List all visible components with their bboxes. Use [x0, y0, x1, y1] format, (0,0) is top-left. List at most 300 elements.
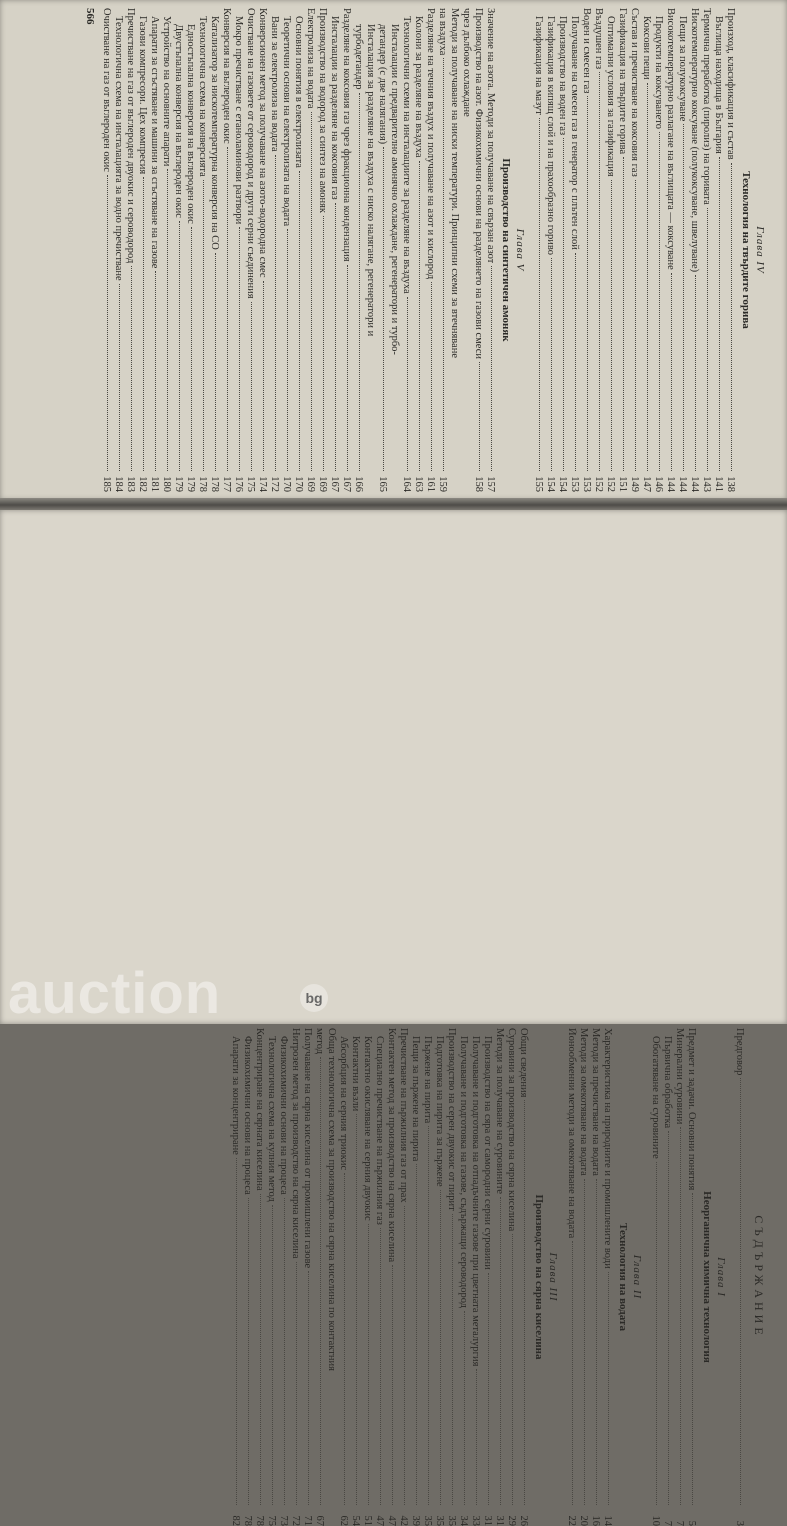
entry-label: Газификация на твърдите горива	[617, 8, 628, 155]
leader-dots	[167, 169, 168, 471]
toc-entry	[112, 8, 124, 492]
leader-dots	[488, 1273, 489, 1505]
leader-dots	[512, 1234, 513, 1505]
entry-label: Предговор	[734, 1028, 745, 1076]
entry-label: Методи за получаване на ниски температури. Принципни схеми за втечняване	[449, 8, 460, 359]
entry-page: 51	[362, 1515, 373, 1526]
entry-label: Апарати за сгъстяване и машини за сгъстяване на газове	[149, 16, 160, 269]
entry-page: 54	[350, 1515, 361, 1526]
toc-entry	[592, 8, 604, 492]
entry-page: 158	[473, 476, 484, 492]
leader-dots	[383, 147, 384, 471]
toc-entry	[556, 8, 568, 492]
entry-page: 178	[197, 476, 208, 492]
chapter-label: Глава III	[547, 1252, 559, 1302]
leader-dots	[656, 1162, 657, 1505]
leader-dots	[299, 171, 300, 471]
entry-label: Инсталация за разделяне на въздуха с ниско налягане, регенератори и	[365, 24, 376, 337]
leader-dots	[311, 112, 312, 472]
leader-dots	[479, 362, 480, 471]
toc-entry	[184, 8, 196, 492]
leader-dots	[731, 163, 732, 471]
toc-entry	[325, 1028, 337, 1526]
leader-dots	[284, 1198, 285, 1505]
toc-entry	[364, 8, 376, 492]
entry-label: Производство на водород за синтез на амоняк	[317, 8, 328, 214]
toc-entry	[589, 1028, 601, 1526]
entry-label: Йонообменни методи за омекотяване на водата	[566, 1028, 577, 1239]
leader-dots	[611, 180, 612, 471]
toc-list	[565, 1028, 613, 1526]
entry-page: 143	[701, 476, 712, 492]
entry-page: 35	[422, 1515, 433, 1526]
toc-entry	[352, 8, 364, 492]
entry-page: 175	[245, 476, 256, 492]
toc-entry	[712, 8, 724, 492]
leader-dots	[359, 93, 360, 472]
toc-entry	[361, 1028, 373, 1526]
entry-page: 183	[125, 476, 136, 492]
toc-entry	[244, 8, 256, 492]
entry-page: 35	[446, 1515, 457, 1526]
leader-dots	[404, 1206, 405, 1505]
chapter-title: Неорганична химична технология	[701, 1191, 713, 1363]
toc-entry	[664, 8, 676, 492]
leader-dots	[155, 271, 156, 471]
entry-page: 174	[257, 476, 268, 492]
entry-label: Високотемпературно разлагане на въглищата — коксуване	[665, 8, 676, 270]
entry-label: Пречистване на газ от въглероден двуокис и сероводород	[125, 8, 136, 264]
toc-entry	[340, 8, 352, 492]
bottom-page-content	[2, 1028, 772, 1526]
entry-page: 161	[425, 476, 436, 492]
entry-label: Произход, класификация и състав	[725, 8, 736, 160]
toc-entry	[253, 1028, 265, 1526]
toc-entry	[376, 8, 388, 492]
entry-page: 178	[209, 476, 220, 492]
entry-label: Получаване и подготовка на газове, съдържащи сероводород	[458, 1036, 469, 1308]
entry-label: Конверсионен метод за получаване на азото-водородна смес	[257, 8, 268, 278]
leader-dots	[563, 138, 564, 471]
leader-dots	[707, 208, 708, 471]
toc-entry	[337, 1028, 349, 1526]
chapter-title: Технология на водата	[617, 1223, 629, 1331]
entry-label: Пещи за пържене на пирита	[410, 1036, 421, 1162]
toc-entry	[469, 1028, 481, 1526]
entry-page: 164	[401, 476, 412, 492]
toc-entry	[685, 1028, 697, 1526]
entry-label: Характеристика на природните и промишлените води	[602, 1028, 613, 1269]
toc-entry	[316, 8, 328, 492]
entry-label: Инсталации с предварително амонячно охлаждане, регенератори и турбо-	[389, 24, 400, 355]
chapter-label: Глава V	[514, 228, 526, 272]
leader-dots	[191, 227, 192, 471]
leader-dots	[440, 1190, 441, 1505]
entry-page: 179	[185, 476, 196, 492]
entry-label: Двустъпална конверсия на въглероден окис	[173, 24, 184, 218]
entry-page: 176	[233, 476, 244, 492]
toc-entry	[400, 8, 412, 492]
entry-page: 180	[161, 476, 172, 492]
chapter-label: Глава IV	[754, 226, 766, 274]
entry-page: 182	[137, 476, 148, 492]
toc-entry	[124, 8, 136, 492]
leader-dots	[680, 1127, 681, 1505]
entry-label: Методи за получаване на суровините	[494, 1028, 505, 1195]
entry-page: 154	[557, 476, 568, 492]
chapter-label: Глава II	[631, 1254, 643, 1300]
entry-page: 47	[386, 1515, 397, 1526]
toc-entry	[277, 1028, 289, 1526]
leader-dots	[443, 58, 444, 471]
toc-entry	[505, 1028, 517, 1526]
toc-entry	[256, 8, 268, 492]
entry-label: Мокро пречистване с етаноламинови разтвори	[233, 16, 244, 225]
entry-label: Контактни възли	[350, 1036, 361, 1112]
entry-page: 170	[293, 476, 304, 492]
toc-entry	[673, 1028, 685, 1526]
entry-page: 47	[374, 1515, 385, 1526]
watermark: auction	[8, 961, 222, 1026]
entry-page: 5	[686, 1520, 697, 1526]
toc-entry	[460, 8, 472, 492]
toc-entry	[220, 8, 232, 492]
leader-dots	[452, 1214, 453, 1505]
leader-dots	[551, 258, 552, 471]
toc-entry	[349, 1028, 361, 1526]
leader-dots	[500, 1197, 501, 1505]
entry-label: Електролиза на водата	[305, 8, 316, 109]
entry-label: Обогатяване на суровините	[650, 1036, 661, 1159]
entry-page: 42	[398, 1515, 409, 1526]
leader-dots	[431, 282, 432, 471]
leader-dots	[428, 1126, 429, 1505]
leader-dots	[647, 83, 648, 471]
toc-entry	[373, 1028, 385, 1526]
toc-entry	[313, 1028, 325, 1526]
toc-list	[532, 8, 736, 492]
entry-label: Контактен метод за производство на сярна киселина	[386, 1028, 397, 1263]
entry-page: 179	[173, 476, 184, 492]
entry-page: 152	[605, 476, 616, 492]
entry-label: Технологична схема на конверсията	[197, 16, 208, 177]
leader-dots	[263, 281, 264, 471]
toc-entry	[289, 1028, 301, 1526]
entry-label: Газификация на мазут	[533, 16, 544, 115]
toc-entry	[580, 8, 592, 492]
entry-label: Контактно окисляване на серния двуокис	[362, 1036, 373, 1221]
toc-entry	[544, 8, 556, 492]
entry-label: детандер (с две налягания)	[377, 24, 388, 145]
toc-entry	[268, 8, 280, 492]
toc-entry	[652, 8, 664, 492]
entry-label: Воден и смесен газ	[581, 8, 592, 94]
toc-entry	[100, 8, 112, 492]
top-page-content	[2, 8, 772, 492]
entry-label: Концентриране на сярната киселина	[254, 1028, 265, 1191]
toc-title: СЪДЪРЖАНИЕ	[752, 1215, 766, 1339]
toc-entry	[457, 1028, 469, 1526]
entry-label: Получаване на сярна киселина от промишлени газове	[302, 1028, 313, 1269]
toc-list	[229, 1028, 529, 1526]
leader-dots	[659, 132, 660, 471]
entry-page: 144	[677, 476, 688, 492]
leader-dots	[272, 1205, 273, 1505]
toc-entry	[517, 1028, 529, 1526]
toc-entry	[328, 8, 340, 492]
entry-page: 153	[581, 476, 592, 492]
entry-page: 29	[506, 1515, 517, 1526]
entry-page: 169	[317, 476, 328, 492]
leader-dots	[695, 275, 696, 471]
entry-page: 78	[254, 1515, 265, 1526]
toc-entry	[421, 1028, 433, 1526]
entry-label: Нискотемпературно коксуване (полукоксуване, швелуване)	[689, 8, 700, 273]
toc-entry	[148, 8, 160, 492]
entry-page: 39	[410, 1515, 421, 1526]
entry-label: Въглища находища в България	[713, 16, 724, 154]
leader-dots	[524, 1100, 525, 1505]
entry-page: 167	[329, 476, 340, 492]
toc-continued	[84, 8, 766, 492]
entry-page: 151	[617, 476, 628, 492]
entry-label: Вани за електролиза на водата	[269, 16, 280, 152]
leader-dots	[608, 1272, 609, 1505]
entry-label: Въздушен газ	[593, 8, 604, 70]
toc-entry	[397, 1028, 409, 1526]
leader-dots	[599, 72, 600, 471]
toc-entry	[196, 8, 208, 492]
entry-page: 71	[302, 1515, 313, 1526]
toc-list	[100, 8, 496, 492]
leader-dots	[203, 180, 204, 471]
entry-page: 185	[101, 476, 112, 492]
bottom-page	[0, 510, 787, 1526]
toc-entry	[433, 1028, 445, 1526]
toc-entry	[265, 1028, 277, 1526]
entry-page: 35	[434, 1515, 445, 1526]
leader-dots	[131, 266, 132, 471]
entry-page: 82	[230, 1515, 241, 1526]
toc-entry	[628, 8, 640, 492]
entry-page: 20	[578, 1515, 589, 1526]
entry-label: Нитрозен метод за производство на сярна киселина	[290, 1028, 301, 1259]
entry-label: Газови компресори. Цех компресия	[137, 16, 148, 175]
toc-entry	[676, 8, 688, 492]
toc-entry	[292, 8, 304, 492]
entry-page: 170	[281, 476, 292, 492]
entry-label: на въздуха	[437, 8, 448, 56]
entry-label: Получаване и подготовка на отпадъчните газове при цветната металургия	[470, 1036, 481, 1367]
entry-page: 155	[533, 476, 544, 492]
entry-page: 157	[485, 476, 496, 492]
leader-dots	[491, 266, 492, 471]
entry-label: Абсорбция на серния триокис	[338, 1036, 349, 1171]
entry-page: 165	[377, 476, 388, 492]
toc-entry	[436, 8, 448, 492]
entry-page: 181	[149, 476, 160, 492]
toc-entry	[172, 8, 184, 492]
leader-dots	[251, 302, 252, 471]
leader-dots	[416, 1164, 417, 1505]
entry-page: 34	[458, 1515, 469, 1526]
entry-page: 177	[221, 476, 232, 492]
entry-label: Основни понятия в електролизата	[293, 16, 304, 168]
entry-label: Общи сведения	[518, 1028, 529, 1098]
toc-entry	[565, 1028, 577, 1526]
entry-page: 31	[482, 1515, 493, 1526]
leader-dots	[287, 229, 288, 471]
leader-dots	[380, 1228, 381, 1505]
entry-page: 7	[662, 1520, 673, 1526]
top-page	[0, 0, 787, 500]
toc-entry	[472, 8, 484, 492]
entry-page: 147	[641, 476, 652, 492]
leader-dots	[335, 203, 336, 471]
leader-dots	[635, 180, 636, 471]
entry-page: 26	[518, 1515, 529, 1526]
leader-dots	[236, 1158, 237, 1505]
entry-page: 146	[653, 476, 664, 492]
entry-label: метод	[314, 1028, 325, 1055]
leader-dots	[587, 96, 588, 471]
entry-page: 62	[338, 1515, 349, 1526]
entry-label: Очистване на газовете от сероводород и други серни съединения	[245, 8, 256, 299]
entry-label: Физикохимични основи на процеса	[242, 1036, 253, 1195]
entry-page: 22	[566, 1515, 577, 1526]
entry-label: Физикохимични основи на процеса	[278, 1036, 289, 1195]
entry-page: 33	[470, 1515, 481, 1526]
toc-entry	[229, 1028, 241, 1526]
entry-label: Разделяне на течния въздух и получаване на азот и кислород	[425, 8, 436, 280]
entry-label: Методи за пречистване на водата	[590, 1028, 601, 1176]
leader-dots	[308, 1271, 309, 1505]
leader-dots	[119, 284, 120, 471]
leader-dots	[392, 1265, 393, 1505]
entry-page: 7	[674, 1520, 685, 1526]
toc-entry	[232, 8, 244, 492]
toc-entry	[448, 8, 460, 492]
toc-entry	[424, 8, 436, 492]
entry-label: Продукти на коксуването	[653, 16, 664, 129]
toc-entry	[604, 8, 616, 492]
leader-dots	[248, 1198, 249, 1505]
leader-dots	[215, 253, 216, 471]
leader-dots	[476, 1369, 477, 1505]
entry-label: Състав и пречистване на коксовия газ	[629, 8, 640, 177]
toc-entry	[280, 8, 292, 492]
entry-label: Инсталации за разделяне на коксовия газ	[329, 16, 340, 200]
entry-page: 149	[629, 476, 640, 492]
entry-page: 167	[341, 476, 352, 492]
entry-label: Производство на воден газ	[557, 16, 568, 136]
leader-dots	[419, 161, 420, 471]
entry-page: 172	[269, 476, 280, 492]
entry-page: 169	[305, 476, 316, 492]
leader-dots	[356, 1114, 357, 1505]
entry-label: Технологична схема на инсталацията за водно пречистване	[113, 16, 124, 281]
leader-dots	[407, 297, 408, 471]
leader-dots	[239, 227, 240, 471]
entry-page: 78	[242, 1515, 253, 1526]
toc-entry	[385, 1028, 397, 1526]
entry-label: Подготовка на пирита за пържене	[434, 1036, 445, 1187]
toc-entry	[409, 1028, 421, 1526]
leader-dots	[368, 1224, 369, 1505]
leader-dots	[296, 1262, 297, 1505]
entry-label: Термична преработка (пиролиз) на горивата	[701, 8, 712, 205]
entry-label: Оптимални условия за газификация	[605, 16, 616, 177]
leader-dots	[539, 118, 540, 471]
entry-page: 144	[665, 476, 676, 492]
entry-page: 163	[413, 476, 424, 492]
entry-page: 73	[278, 1515, 289, 1526]
entry-label: Очистване на газ от въглероден окис	[101, 8, 112, 172]
toc-entry	[577, 1028, 589, 1526]
toc-entry	[616, 8, 628, 492]
entry-page: 67	[314, 1515, 325, 1526]
entry-page: 10	[650, 1515, 661, 1526]
leader-dots	[584, 1179, 585, 1505]
toc-entry	[484, 8, 496, 492]
entry-label: чрез дълбоко охлаждане	[461, 8, 472, 117]
entry-page: 166	[353, 476, 364, 492]
entry-page: 14	[602, 1515, 613, 1526]
toc-entry	[532, 8, 544, 492]
toc-entry-preface	[733, 1028, 745, 1526]
entry-label: Производство на серен двуокис от пирит	[446, 1028, 457, 1211]
entry-label: турбодетандер	[353, 24, 364, 90]
entry-page: 152	[593, 476, 604, 492]
entry-page: 144	[689, 476, 700, 492]
watermark-badge: bg	[300, 984, 328, 1012]
entry-label: Технологична схема на кулния метод	[266, 1036, 277, 1202]
entry-label: Едностъпална конверсия на въглероден окис	[185, 24, 196, 224]
toc	[229, 1028, 766, 1526]
entry-label: Първична обработка	[662, 1036, 673, 1129]
entry-label: Минерални суровини	[674, 1028, 685, 1125]
entry-label: Значение на азота. Методи за получаване на свързан азот	[485, 8, 496, 264]
entry-page: 141	[713, 476, 724, 492]
leader-dots	[623, 157, 624, 471]
leader-dots	[596, 1179, 597, 1505]
toc-entry	[568, 8, 580, 492]
page-number: 566	[84, 8, 96, 25]
entry-page: 75	[266, 1515, 277, 1526]
entry-label: Суровини за производство на сярна киселина	[506, 1028, 517, 1232]
chapter-title: Производство на сярна киселина	[533, 1194, 545, 1360]
toc-list	[649, 1028, 697, 1526]
toc-entry	[724, 8, 736, 492]
entry-label: Апарати за концентриране	[230, 1036, 241, 1155]
leader-dots	[464, 1311, 465, 1505]
entry-label: Технологични схеми на инсталациите за разделяне на въздуха	[401, 16, 412, 294]
entry-label: Обща технологична схема за производство на сярна киселина по контактния	[326, 1028, 337, 1371]
toc-entry	[412, 8, 424, 492]
leader-dots	[575, 253, 576, 471]
toc-entry	[208, 8, 220, 492]
toc-entry	[661, 1028, 673, 1526]
chapter-title: Технология на твърдите горива	[740, 171, 752, 329]
leader-dots	[143, 177, 144, 471]
toc-entry	[388, 8, 400, 492]
chapter-title: Производство на синтетичен амоняк	[500, 158, 512, 342]
toc-entry	[601, 1028, 613, 1526]
leader-dots	[572, 1241, 573, 1505]
leader-dots	[320, 1057, 321, 1505]
entry-label: Специално пречистване на пържилния газ	[374, 1036, 385, 1225]
toc-entry	[640, 8, 652, 492]
